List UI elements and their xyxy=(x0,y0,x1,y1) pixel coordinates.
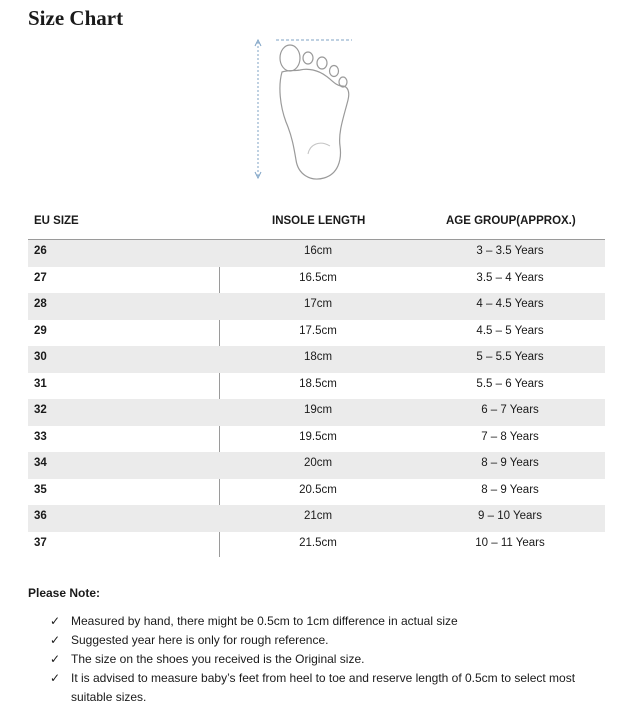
age-group-cell: 5.5 – 6 Years xyxy=(476,377,544,390)
age-group-cell: 6 – 7 Years xyxy=(481,404,539,416)
note-text: The size on the shoes you received is the Original size. xyxy=(71,652,365,666)
insole-length-cell: 16cm xyxy=(303,245,333,257)
table-row xyxy=(28,479,605,506)
note-text: Measured by hand, there might be 0.5cm to 1cm difference in actual size xyxy=(71,614,458,628)
check-mark-icon: ✓ xyxy=(50,671,61,685)
check-mark-icon: ✓ xyxy=(50,633,61,647)
note-text: Suggested year here is only for rough reference. xyxy=(71,633,329,647)
eu-size-cell: 31 xyxy=(34,377,47,390)
table-row xyxy=(28,346,605,373)
insole-length-cell: 19cm xyxy=(303,404,333,416)
table-row xyxy=(28,293,605,320)
age-group-cell: 8 – 9 Years xyxy=(481,457,539,469)
age-group-cell: 4 – 4.5 Years xyxy=(476,298,544,310)
age-group-cell: 10 – 11 Years xyxy=(475,536,545,549)
table-row xyxy=(28,240,605,267)
eu-size-cell: 28 xyxy=(34,298,47,310)
table-row xyxy=(28,426,605,453)
insole-length-cell: 17cm xyxy=(303,298,333,310)
insole-length-cell: 17.5cm xyxy=(299,324,337,337)
eu-size-cell: 29 xyxy=(34,324,47,337)
table-row xyxy=(28,373,605,400)
table-header xyxy=(28,210,605,240)
eu-size-cell: 36 xyxy=(34,510,47,522)
insole-length-cell: 18cm xyxy=(303,351,333,363)
age-group-cell: 3.5 – 4 Years xyxy=(476,271,544,284)
table-row xyxy=(28,320,605,347)
header-insole-length: INSOLE LENGTH xyxy=(272,215,366,227)
insole-length-cell: 21.5cm xyxy=(299,536,337,549)
eu-size-cell: 35 xyxy=(34,483,47,496)
list-item xyxy=(48,650,588,669)
note-title: Please Note: xyxy=(28,586,101,600)
table-row xyxy=(28,399,605,426)
table-row xyxy=(28,532,605,559)
age-group-cell: 3 – 3.5 Years xyxy=(476,245,544,257)
eu-size-cell: 27 xyxy=(34,271,47,284)
list-item xyxy=(48,669,588,707)
foot-outline-icon xyxy=(252,36,356,184)
eu-size-cell: 32 xyxy=(34,404,47,416)
table-row xyxy=(28,267,605,294)
insole-length-cell: 20.5cm xyxy=(299,483,337,496)
check-mark-icon: ✓ xyxy=(50,614,61,628)
list-item xyxy=(48,631,588,650)
check-mark-icon: ✓ xyxy=(50,652,61,666)
age-group-cell: 8 – 9 Years xyxy=(481,483,539,496)
insole-length-cell: 20cm xyxy=(303,457,333,469)
list-item xyxy=(48,612,588,631)
table-row xyxy=(28,452,605,479)
page-title: Size Chart xyxy=(28,6,124,30)
age-group-cell: 4.5 – 5 Years xyxy=(476,324,544,337)
age-group-cell: 7 – 8 Years xyxy=(481,430,539,443)
age-group-cell: 5 – 5.5 Years xyxy=(476,351,544,363)
note-list xyxy=(48,612,588,707)
note-text: It is advised to measure baby’s feet from heel to toe and reserve length of 0.5cm to select most suitable sizes. xyxy=(71,671,576,704)
header-eu-size: EU SIZE xyxy=(34,215,79,227)
table-row xyxy=(28,505,605,532)
header-age-group: AGE GROUP(APPROX.) xyxy=(446,215,576,227)
size-chart-table xyxy=(28,210,605,558)
eu-size-cell: 30 xyxy=(34,351,47,363)
insole-length-cell: 19.5cm xyxy=(299,430,337,443)
eu-size-cell: 26 xyxy=(34,245,47,257)
eu-size-cell: 33 xyxy=(34,430,47,443)
insole-length-cell: 16.5cm xyxy=(299,271,337,284)
eu-size-cell: 34 xyxy=(34,457,47,469)
age-group-cell: 9 – 10 Years xyxy=(478,510,542,522)
insole-length-cell: 18.5cm xyxy=(299,377,337,390)
eu-size-cell: 37 xyxy=(34,536,47,549)
insole-length-cell: 21cm xyxy=(303,510,333,522)
